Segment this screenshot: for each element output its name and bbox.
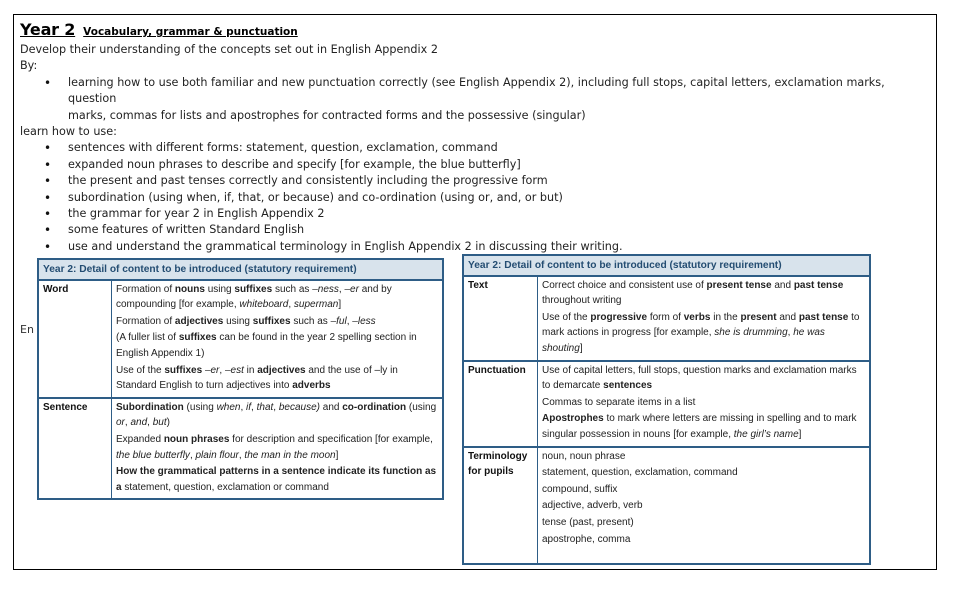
text-run: he was shouting xyxy=(542,327,825,354)
text-run: present tense xyxy=(706,279,772,291)
text-run: she is drumming xyxy=(714,327,788,339)
text-run: , xyxy=(787,327,794,339)
content-paragraph xyxy=(116,314,438,330)
text-run: the blue butterfly xyxy=(116,449,190,461)
content-paragraph xyxy=(116,330,438,361)
text-run: and the use of –ly in Standard English to turn adjectives into xyxy=(116,364,398,392)
list-item: • use and understand the grammatical terminology in English Appendix 2 in discussing their writing. xyxy=(20,239,930,255)
learn-label: learn how to use: xyxy=(20,125,117,139)
text-run: present xyxy=(740,311,777,323)
list-item xyxy=(20,75,930,124)
content-paragraph xyxy=(542,363,865,394)
list-item: • sentences with different forms: statement, question, exclamation, command xyxy=(20,140,930,156)
content-paragraph xyxy=(116,432,438,463)
text-run: and xyxy=(130,417,148,429)
text-run: whiteboard xyxy=(239,299,289,311)
list-item: • subordination (using when, if, that, or because) and co-ordination (using or, and, or but) xyxy=(20,190,930,206)
table-row xyxy=(38,280,443,398)
terminology-item: adjective, adverb, verb xyxy=(542,500,643,512)
text-run: sentences xyxy=(603,380,653,392)
text-run: Apostrophes xyxy=(542,413,604,425)
content-paragraph xyxy=(116,400,438,431)
row-category: Word xyxy=(38,280,112,398)
row-content xyxy=(538,361,871,447)
text-run: using xyxy=(223,315,253,327)
row-category: Text xyxy=(463,276,538,361)
text-run: , xyxy=(189,449,196,461)
text-run: Expanded xyxy=(116,433,164,445)
row-category: Terminology for pupils xyxy=(463,447,538,564)
text-run: the girl’s name xyxy=(733,428,799,440)
text-run: suffixes xyxy=(252,315,291,327)
text-run: , xyxy=(346,315,353,327)
text-run: (using xyxy=(183,401,217,413)
stray-text: En xyxy=(20,323,34,336)
text-run: because) xyxy=(278,401,320,413)
text-run: Commas to separate items in a list xyxy=(542,396,696,408)
text-run: Formation of xyxy=(116,315,175,327)
text-run: Use of capital letters, full stops, question marks and exclamation marks to demarcate xyxy=(542,364,857,392)
text-run: –ful xyxy=(330,315,347,327)
text-run: ] xyxy=(338,299,342,311)
table-header: Year 2: Detail of content to be introduced (statutory requirement) xyxy=(463,255,870,276)
content-paragraph xyxy=(542,310,865,357)
terminology-item: apostrophe, comma xyxy=(542,533,631,545)
content-paragraph xyxy=(116,282,438,313)
text-run: adverbs xyxy=(292,380,331,392)
row-content xyxy=(538,447,871,564)
text-run: to mark actions in progress [for example, xyxy=(542,311,860,339)
text-run: nouns xyxy=(174,283,205,295)
text-run: ] xyxy=(335,449,339,461)
row-content xyxy=(538,276,871,361)
text-run: noun phrases xyxy=(163,433,230,445)
text-run: (A fuller list of xyxy=(116,332,179,344)
text-run: suffixes xyxy=(164,364,203,376)
statutory-table-text-punctuation xyxy=(462,254,871,565)
heading xyxy=(20,22,930,42)
text-run: , xyxy=(338,283,345,295)
text-run: adjectives xyxy=(174,315,224,327)
text-run: in xyxy=(243,364,258,376)
list-item: • expanded noun phrases to describe and specify [for example, the blue butterfly] xyxy=(20,157,930,173)
text-run: such as xyxy=(290,315,331,327)
table-header: Year 2: Detail of content to be introduced (statutory requirement) xyxy=(38,259,443,280)
table-row xyxy=(463,361,870,447)
text-run: in the xyxy=(710,311,741,323)
learn-list xyxy=(20,140,930,255)
text-run: Subordination xyxy=(116,401,184,413)
text-run: but xyxy=(152,417,167,429)
text-run: suffixes xyxy=(178,332,217,344)
text-run: –less xyxy=(352,315,376,327)
text-run: –er xyxy=(344,283,359,295)
text-run: Formation of xyxy=(116,283,175,295)
list-item: • the grammar for year 2 in English Appendix 2 xyxy=(20,206,930,222)
text-run: progressive xyxy=(590,311,648,323)
text-run: superman xyxy=(293,299,339,311)
text-run: throughout writing xyxy=(542,295,622,307)
text-run: and by compounding [for example, xyxy=(116,283,392,311)
intro-text: Develop their understanding of the concepts set out in English Appendix 2 xyxy=(20,43,438,56)
text-run: Use of the xyxy=(116,364,165,376)
text-run: can be found in the year 2 spelling section in English Appendix 1) xyxy=(116,332,417,359)
row-content xyxy=(112,398,444,500)
text-run: , xyxy=(147,417,153,429)
text-run: past tense xyxy=(798,311,849,323)
content-paragraph xyxy=(542,278,865,309)
terminology-item: statement, question, exclamation, command xyxy=(542,467,738,479)
text-run: (using xyxy=(406,401,437,413)
section-subtitle: Vocabulary, grammar & punctuation xyxy=(83,26,298,38)
list-item: • the present and past tenses correctly and consistently including the progressive form xyxy=(20,173,930,189)
terminology-item: tense (past, present) xyxy=(542,516,634,528)
text-run: and xyxy=(771,279,794,291)
text-run: if xyxy=(246,401,252,413)
text-run: Use of the xyxy=(542,311,591,323)
row-category: Punctuation xyxy=(463,361,538,447)
text-run: verbs xyxy=(683,311,711,323)
text-run: , xyxy=(288,299,294,311)
text-run: adjectives xyxy=(257,364,306,376)
terminology-item: compound, suffix xyxy=(542,483,618,495)
statutory-table-word-sentence xyxy=(37,258,444,500)
text-run: past tense xyxy=(793,279,844,291)
content-paragraph xyxy=(116,464,438,495)
text-run: using xyxy=(204,283,235,295)
terminology-item: noun, noun phrase xyxy=(542,450,626,462)
text-run: co-ordination xyxy=(342,401,407,413)
text-run: that xyxy=(256,401,274,413)
text-run: –est xyxy=(224,364,244,376)
text-run: for description and specification [for example, xyxy=(229,433,433,445)
text-run: How the grammatical patterns in a sentence indicate its function as a xyxy=(116,466,437,493)
text-run: ] xyxy=(798,428,802,440)
text-run: , xyxy=(251,401,257,413)
text-run: , xyxy=(219,364,225,376)
text-run: statement, question, exclamation or command xyxy=(121,481,329,493)
row-category: Sentence xyxy=(38,398,112,500)
text-run: Correct choice and consistent use of xyxy=(542,279,707,291)
text-run: , xyxy=(240,401,247,413)
by-list xyxy=(20,75,930,124)
text-run: to mark where letters are missing in spelling and to mark singular possession in nouns [for example, xyxy=(542,413,857,440)
text-run: the man in the moon xyxy=(244,449,336,461)
table-row xyxy=(463,276,870,361)
row-content xyxy=(112,280,444,398)
text-run: –er xyxy=(204,364,220,376)
table-row xyxy=(38,398,443,500)
text-run: ) xyxy=(166,417,170,429)
text-run: suffixes xyxy=(234,283,273,295)
text-run: form of xyxy=(647,311,684,323)
text-run: , xyxy=(124,417,131,429)
table-row xyxy=(463,447,870,564)
text-run: –ness xyxy=(312,283,339,295)
list-item: • some features of written Standard English xyxy=(20,222,930,238)
text-run: or xyxy=(116,417,125,429)
content-paragraph xyxy=(116,363,438,394)
text-run: and xyxy=(320,401,343,413)
content-paragraph xyxy=(542,411,865,442)
text-run: ] xyxy=(579,342,583,354)
document-body xyxy=(20,22,930,255)
list-item-line: marks, commas for lists and apostrophes for contracted forms and the possessive (singular) xyxy=(68,108,586,122)
content-paragraph xyxy=(542,395,865,411)
text-run: and xyxy=(776,311,799,323)
text-run: , xyxy=(238,449,245,461)
year-title: Year 2 xyxy=(20,20,76,39)
text-run: plain flour xyxy=(195,449,239,461)
text-run: , xyxy=(273,401,279,413)
text-run: such as xyxy=(272,283,313,295)
by-label: By: xyxy=(20,59,38,73)
text-run: when xyxy=(216,401,241,413)
list-item-line: learning how to use both familiar and new punctuation correctly (see English Appendix 2), including full stops, capital letters, exclamation marks, question xyxy=(68,75,885,106)
